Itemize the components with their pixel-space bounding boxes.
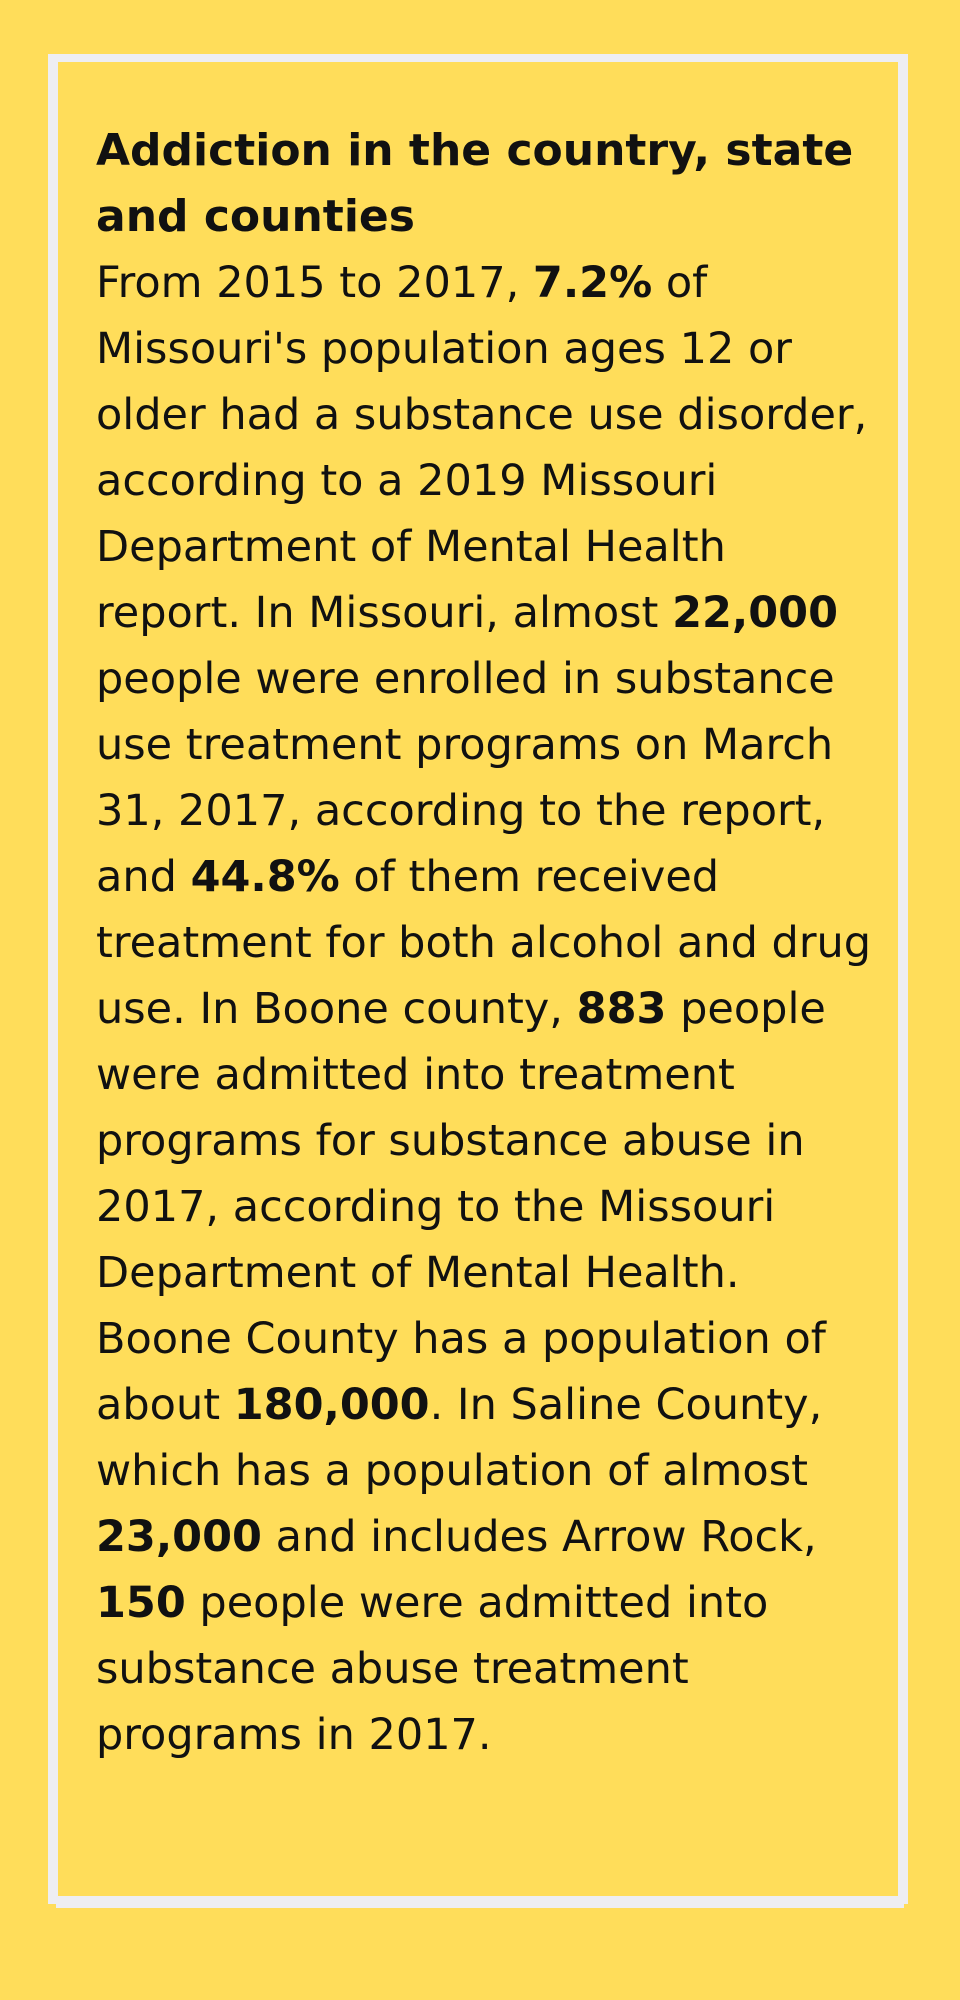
body-text-segment: people were enrolled in substance use treatment programs on March 31, 2017, according to the report, and: [96, 654, 835, 902]
body-text-segment: and includes Arrow Rock,: [261, 1512, 817, 1562]
stat-boone-admitted: 883: [576, 984, 667, 1034]
stat-saline-population: 23,000: [96, 1512, 262, 1562]
body-text-segment: people were admitted into substance abuse treatment programs in 2017.: [96, 1578, 769, 1760]
body-text-segment: people were admitted into treatment programs for substance abuse in 2017, according to the Missouri Department of Mental Health. Boone County has a population of about: [96, 984, 826, 1430]
body-text-segment: of them received treatment for both alcohol and drug use. In Boone county,: [96, 852, 872, 1034]
body-text-segment: of Missouri's population ages 12 or older had a substance use disorder, according to a 2019 Missouri Department of Mental Health report. In Missouri, almost: [96, 258, 868, 638]
stat-saline-admitted: 150: [96, 1578, 186, 1628]
card-heading: Addiction in the country, state and counties: [96, 125, 854, 242]
body-text-segment: . In Saline County, which has a population of almost: [96, 1380, 823, 1496]
card-body: [96, 250, 876, 1768]
stat-alcohol-drug-percent: 44.8%: [190, 852, 340, 902]
stat-missouri-sud-percent: 7.2%: [532, 258, 653, 308]
info-card: [96, 118, 876, 1768]
stat-boone-population: 180,000: [233, 1380, 430, 1430]
body-text-segment: From 2015 to 2017,: [96, 258, 533, 308]
stat-missouri-enrolled: 22,000: [672, 588, 839, 638]
